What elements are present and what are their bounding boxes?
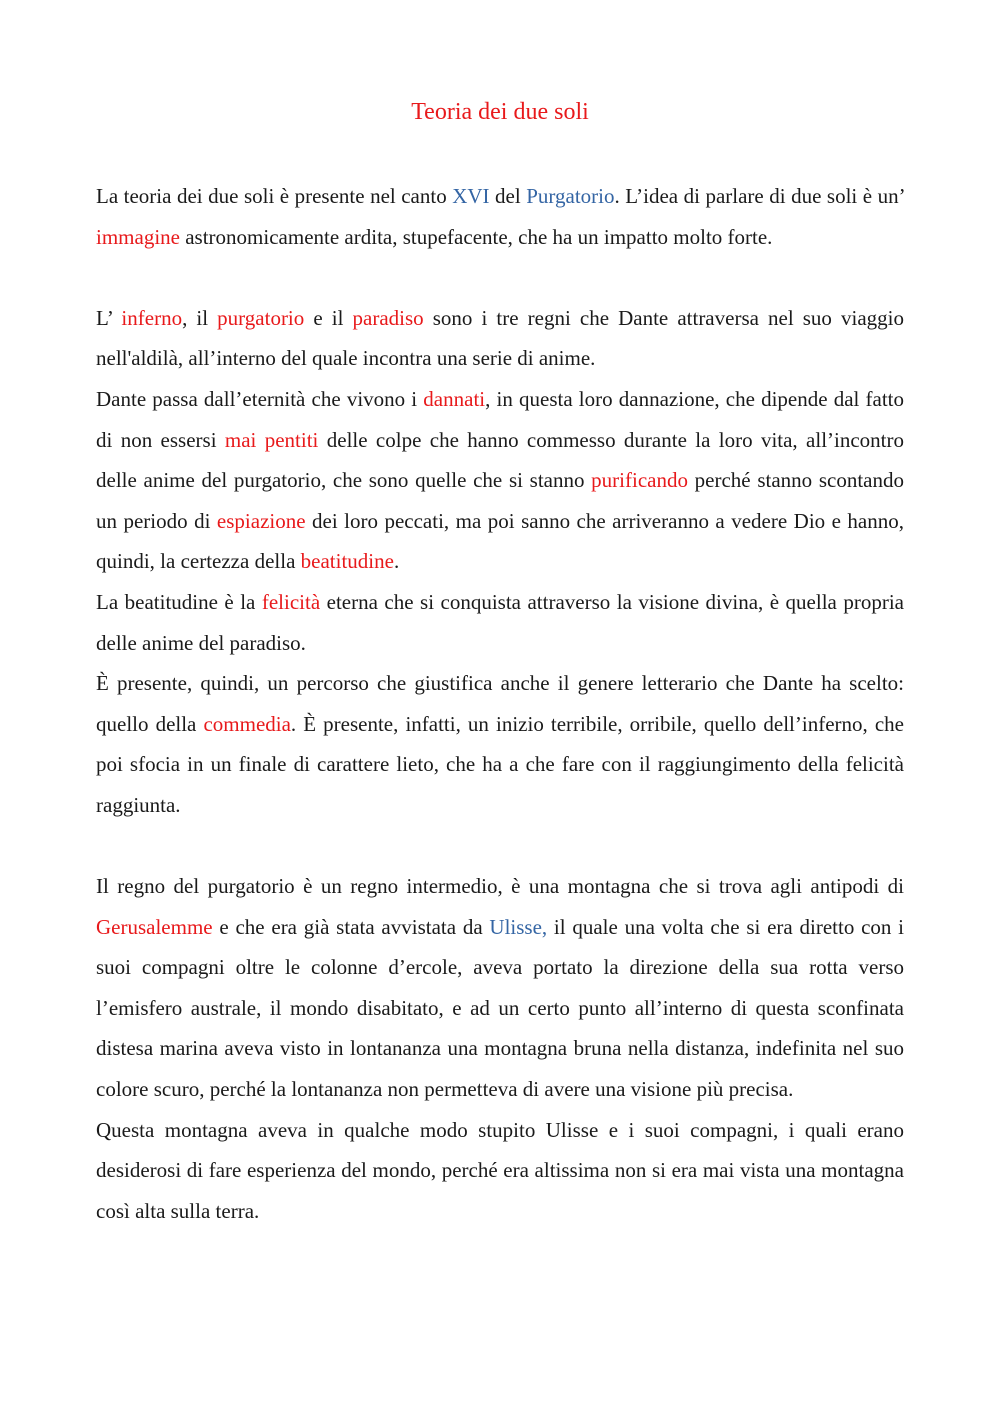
text-run: astronomicamente ardita, stupefacente, che ha un impatto molto forte. xyxy=(179,224,773,249)
highlighted-term: purificando xyxy=(591,468,688,493)
text-run: L’ xyxy=(96,305,122,330)
text-run: e che era già stata avvistata da xyxy=(212,914,490,939)
highlighted-term: felicità xyxy=(261,589,321,614)
highlighted-term: beatitudine xyxy=(300,549,394,574)
paragraph xyxy=(96,298,904,379)
text-run: sono i tre regni che Dante attraversa nel suo viaggio nell'aldilà, all’interno del quale incontra una serie di anime. xyxy=(96,305,904,371)
text-run: e il xyxy=(304,305,353,330)
document-title: Teoria dei due soli xyxy=(411,99,589,125)
highlighted-term: dannati xyxy=(423,386,486,411)
highlighted-term: mai pentiti xyxy=(224,427,319,452)
text-run: . È presente, infatti, un inizio terribile, orribile, quello dell’inferno, che poi sfocia in un finale di carattere lieto, che ha a che fare con il raggiungimento della felicità raggiunta. xyxy=(96,711,904,817)
highlighted-term: immagine xyxy=(96,224,180,249)
paragraph xyxy=(96,379,904,582)
paragraph xyxy=(96,663,904,825)
highlighted-term: Gerusalemme xyxy=(96,914,213,939)
text-run: il quale una volta che si era diretto con i suoi compagni oltre le colonne d’ercole, aveva portato la direzione della sua rotta verso l’emisfero australe, il mondo disabitato, e ad un certo punto all’interno di questa sconfinata distesa marina aveva visto in lontananza una montagna bruna nella distanza, indefinita nel suo colore scuro, perché la lontananza non permetteva di avere una visione più precisa. xyxy=(96,914,904,1102)
paragraph xyxy=(96,1110,904,1232)
text-run: La beatitudine è la xyxy=(96,589,262,614)
text-run: Dante passa dall’eternità che vivono i xyxy=(96,386,424,411)
paragraph xyxy=(96,582,904,663)
text-run: dei loro peccati, ma poi sanno che arriveranno a vedere Dio e hanno, quindi, la certezza della xyxy=(96,508,904,574)
text-run: È presente, quindi, un percorso che giustifica anche il genere letterario che Dante ha scelto: quello della xyxy=(96,671,904,736)
text-run: perché stanno scontando un periodo di xyxy=(96,468,904,533)
highlighted-term: purgatorio xyxy=(217,305,305,330)
text-run: , in questa loro dannazione, che dipende dal fatto di non essersi xyxy=(96,386,904,452)
highlighted-term: espiazione xyxy=(216,508,306,533)
paragraph xyxy=(96,866,904,1110)
text-run: Il regno del purgatorio è un regno intermedio, è una montagna che si trova agli antipodi di xyxy=(96,874,904,899)
highlighted-term: inferno xyxy=(121,305,183,330)
text-run: La teoria dei due soli è presente nel canto xyxy=(96,184,453,208)
document-body xyxy=(96,176,904,1231)
highlighted-term: XVI xyxy=(452,184,490,208)
highlighted-term: Ulisse, xyxy=(489,914,548,939)
text-run: eterna che si conquista attraverso la visione divina, è quella propria delle anime del paradiso. xyxy=(96,589,904,655)
highlighted-term: Purgatorio xyxy=(526,184,615,208)
text-run: . L’idea di parlare di due soli è un’ xyxy=(614,184,905,208)
text-run: , il xyxy=(182,305,218,330)
paragraph xyxy=(96,176,904,257)
text-run: . xyxy=(393,549,400,574)
text-run: delle colpe che hanno commesso durante la loro vita, all’incontro delle anime del purgatorio, che sono quelle che si stanno xyxy=(96,427,905,493)
text-run: Questa montagna aveva in qualche modo stupito Ulisse e i suoi compagni, i quali erano desiderosi di fare esperienza del mondo, perché era altissima non si era mai vista una montagna così alta sulla terra. xyxy=(96,1117,904,1223)
text-run: del xyxy=(489,184,527,208)
paragraph-gap xyxy=(96,257,904,298)
highlighted-term: paradiso xyxy=(352,305,424,330)
highlighted-term: commedia xyxy=(203,711,291,736)
paragraph-gap xyxy=(96,826,904,867)
